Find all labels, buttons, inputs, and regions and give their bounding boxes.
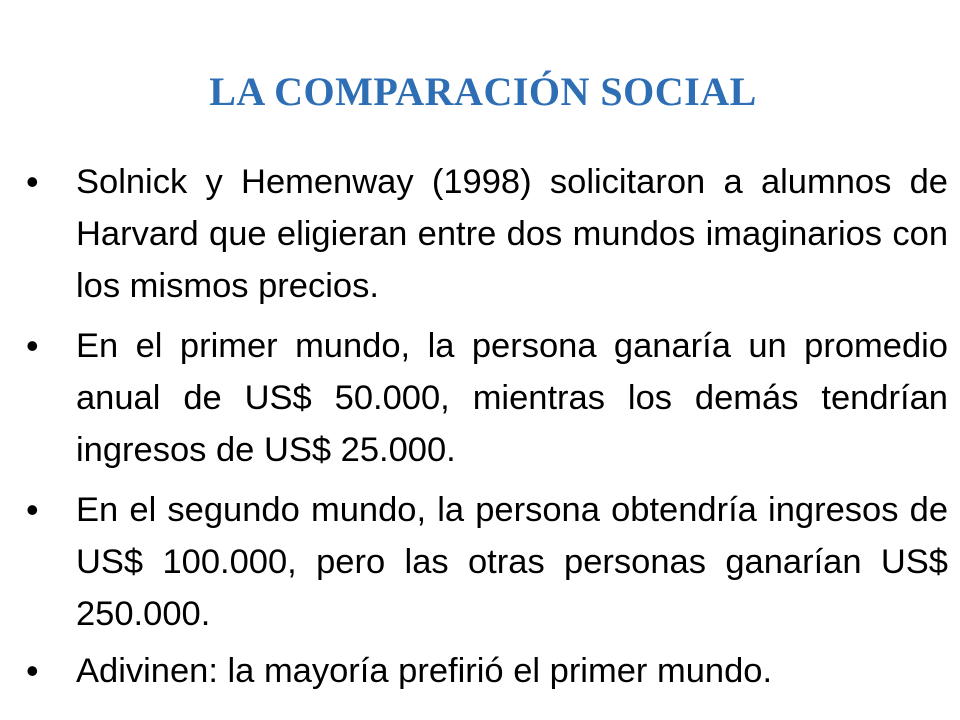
bullet-text: Solnick y Hemenway (1998) solicitaron a alumnos de Harvard que eligieran entre dos mundos imaginarios con los mismos precios. [76,163,948,305]
bullet-icon: • [26,489,39,530]
bullet-icon: • [26,325,39,366]
bullet-icon: • [26,650,39,691]
slide-title: LA COMPARACIÓN SOCIAL [209,69,757,114]
bullet-icon: • [26,161,39,202]
bullet-text: En el primer mundo, la persona ganaría un promedio anual de US$ 50.000, mientras los demás tendrían ingresos de US$ 25.000. [76,327,948,469]
bullet-text: En el segundo mundo, la persona obtendría ingresos de US$ 100.000, pero las otras personas ganarían US$ 250.000. [76,491,948,633]
bullet-text: Adivinen: la mayoría prefirió el primer mundo. [76,652,773,690]
